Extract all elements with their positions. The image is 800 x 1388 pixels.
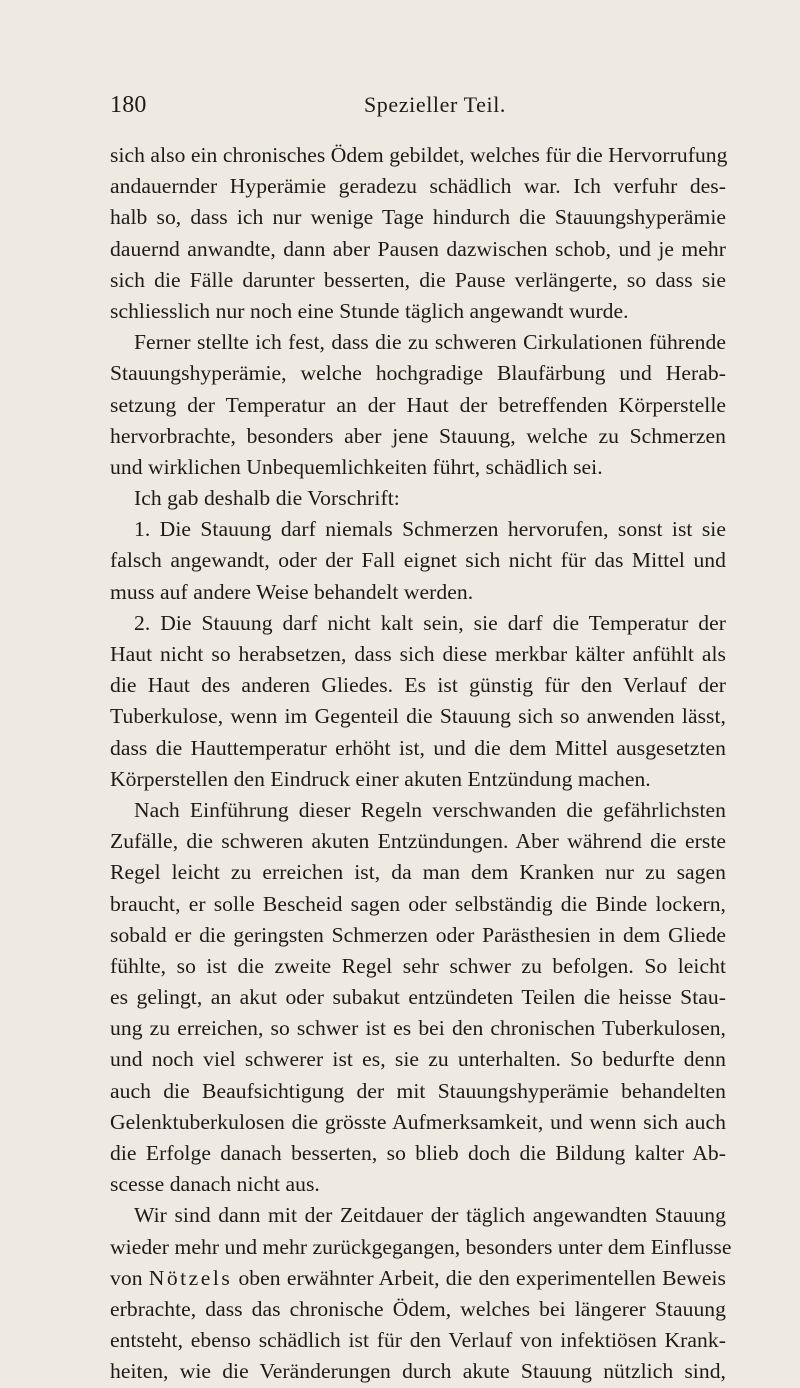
page-number: 180 [110, 92, 147, 118]
text-line: fühlte, so ist die zweite Regel sehr schwer zu befolgen. So leicht [110, 953, 726, 978]
text-line: entsteht, ebenso schädlich ist für den Verlauf von infektiösen Krank- [110, 1328, 726, 1353]
text-line: scesse danach nicht aus. [110, 1172, 320, 1197]
text-line: Wir sind dann mit der Zeitdauer der täglich angewandten Stauung [134, 1203, 726, 1228]
text-line: die Haut des anderen Gliedes. Es ist günstig für den Verlauf der [110, 673, 726, 698]
text-line: sich die Fälle darunter besserten, die Pause verlängerte, so dass sie [110, 267, 726, 292]
text-line: Zufälle, die schweren akuten Entzündungen. Aber während die erste [110, 829, 726, 854]
text-line: Stauungshyperämie, welche hochgradige Blaufärbung und Herab- [110, 361, 726, 386]
text-line: dass die Hauttemperatur erhöht ist, und die dem Mittel ausgesetzten [110, 735, 726, 760]
text-line: heiten, wie die Veränderungen durch akute Stauung nützlich sind, [110, 1359, 726, 1384]
text-line: braucht, er solle Bescheid sagen oder selbständig die Binde lockern, [110, 891, 726, 916]
text-line: auch die Beaufsichtigung der mit Stauungshyperämie behandelten [110, 1078, 726, 1103]
text-line: Ferner stellte ich fest, dass die zu schweren Cirkulationen führende [134, 330, 726, 355]
text-line: von Nötzels oben erwähnter Arbeit, die den experimentellen Beweis [110, 1265, 726, 1290]
text-line: ung zu erreichen, so schwer ist es bei den chronischen Tuberkulosen, [110, 1016, 726, 1041]
text-line: wieder mehr und mehr zurückgegangen, besonders unter dem Einflusse [110, 1234, 732, 1259]
text-line: und noch viel schwerer ist es, sie zu unterhalten. So bedurfte denn [110, 1047, 726, 1072]
text-line: sich also ein chronisches Ödem gebildet, welches für die Hervorrufung [110, 143, 728, 167]
text-line: es gelingt, an akut oder subakut entzündeten Teilen die heisse Stau- [110, 985, 726, 1010]
text-line: dauernd anwandte, dann aber Pausen dazwischen schob, und je mehr [110, 236, 726, 261]
text-line: 1. Die Stauung darf niemals Schmerzen hervorufen, sonst ist sie [134, 517, 726, 542]
page-header [110, 92, 726, 122]
text-line: Nach Einführung dieser Regeln verschwanden die gefährlichsten [134, 797, 726, 822]
text-line: setzung der Temperatur an der Haut der betreffenden Körperstelle [110, 392, 726, 417]
body-text [110, 140, 732, 1388]
text-line: Gelenktuberkulosen die grösste Aufmerksamkeit, und wenn sich auch [110, 1109, 726, 1134]
text-line: Körperstellen den Eindruck einer akuten Entzündung machen. [110, 766, 651, 791]
text-line: andauernder Hyperämie geradezu schädlich war. Ich verfuhr des- [110, 174, 726, 199]
text-line: Haut nicht so herabsetzen, dass sich diese merkbar kälter anfühlt als [110, 642, 726, 666]
text-line: und wirklichen Unbequemlichkeiten führt, schädlich sei. [110, 454, 603, 479]
text-line: die Erfolge danach besserten, so blieb doch die Bildung kalter Ab- [110, 1141, 726, 1165]
text-line: sobald er die geringsten Schmerzen oder Parästhesien in dem Gliede [110, 922, 726, 947]
text-line: schliesslich nur noch eine Stunde täglich angewandt wurde. [110, 298, 629, 323]
text-line: erbrachte, dass das chronische Ödem, welches bei längerer Stauung [110, 1296, 726, 1321]
running-title: Spezieller Teil. [363, 92, 507, 117]
text-line: Ich gab deshalb die Vorschrift: [134, 486, 400, 511]
text-line: falsch angewandt, oder der Fall eignet sich nicht für das Mittel und [110, 548, 726, 573]
text-line: halb so, dass ich nur wenige Tage hindurch die Stauungshyperämie [110, 205, 726, 230]
text-line: hervorbrachte, besonders aber jene Stauung, welche zu Schmerzen [110, 423, 726, 448]
text-line: muss auf andere Weise behandelt werden. [110, 579, 474, 604]
text-line: Regel leicht zu erreichen ist, da man dem Kranken nur zu sagen [110, 860, 726, 885]
text-line: Tuberkulose, wenn im Gegenteil die Stauung sich so anwenden lässt, [110, 704, 726, 729]
text-line: 2. Die Stauung darf nicht kalt sein, sie darf die Temperatur der [134, 610, 726, 635]
